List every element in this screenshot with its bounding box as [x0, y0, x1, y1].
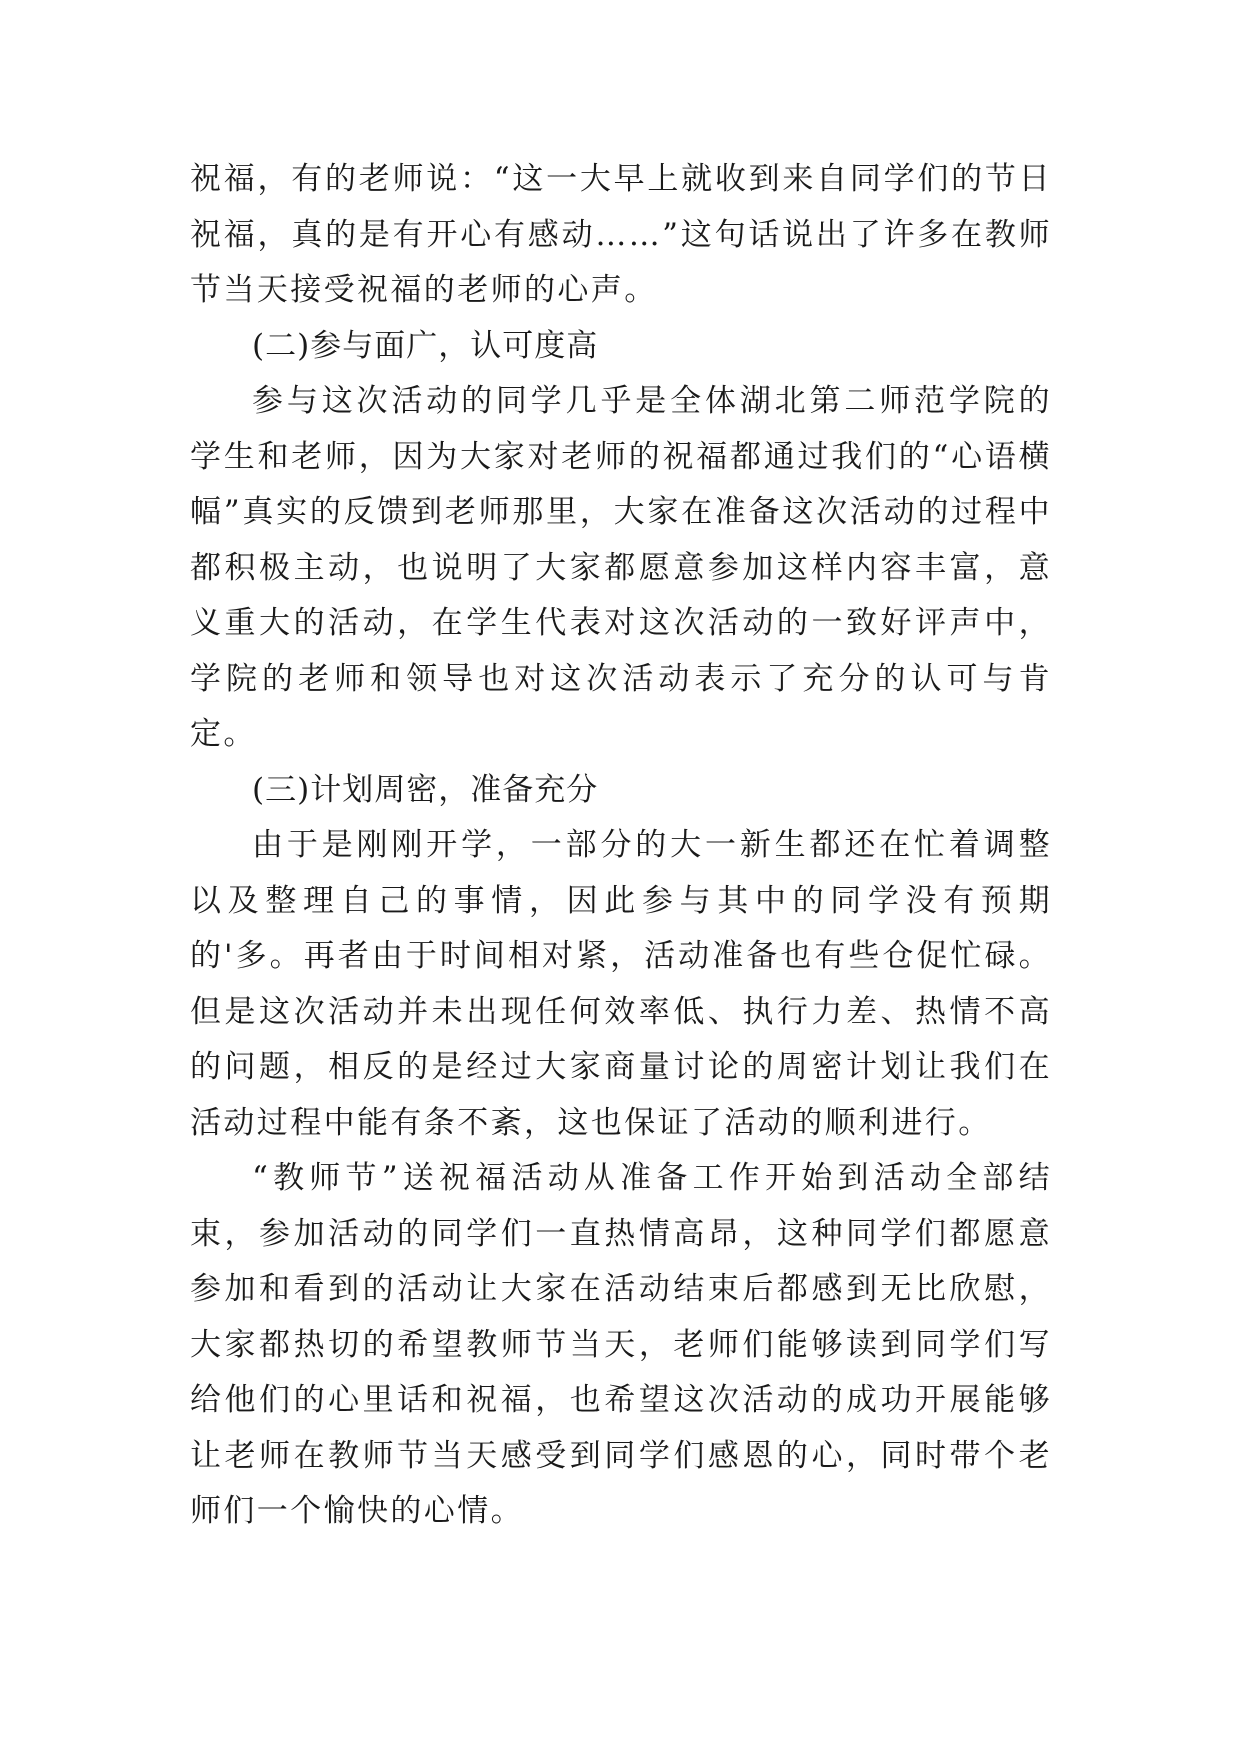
section-heading-2: (二)参与面广，认可度高: [252, 327, 599, 364]
document-body: [190, 152, 1052, 1540]
section-heading-3: (三)计划周密，准备充分: [252, 771, 599, 808]
paragraph-participation: 参与这次活动的同学几乎是全体湖北第二师范学院的学生和老师，因为大家对老师的祝福都通过我们的“心语横幅”真实的反馈到老师那里，大家在准备这次活动的过程中都积极主动，也说明了大家都愿意参加这样内容丰富，意义重大的活动，在学生代表对这次活动的一致好评声中，学院的老师和领导也对这次活动表示了充分的认可与肯定。: [190, 383, 1052, 752]
paragraph-planning: 由于是刚刚开学，一部分的大一新生都还在忙着调整以及整理自己的事情，因此参与其中的同学没有预期的'多。再者由于时间相对紧，活动准备也有些仓促忙碌。但是这次活动并未出现任何效率低、执行力差、热情不高的问题，相反的是经过大家商量讨论的周密计划让我们在活动过程中能有条不紊，这也保证了活动的顺利进行。: [190, 827, 1052, 1141]
paragraph-continuation: 祝福，有的老师说：“这一大早上就收到来自同学们的节日祝福，真的是有开心有感动……”这句话说出了许多在教师节当天接受祝福的老师的心声。: [190, 161, 1052, 308]
paragraph-conclusion: “教师节”送祝福活动从准备工作开始到活动全部结束，参加活动的同学们一直热情高昂，这种同学们都愿意参加和看到的活动让大家在活动结束后都感到无比欣慰，大家都热切的希望教师节当天，老师们能够读到同学们写给他们的心里话和祝福，也希望这次活动的成功开展能够让老师在教师节当天感受到同学们感恩的心，同时带个老师们一个愉快的心情。: [190, 1160, 1052, 1529]
